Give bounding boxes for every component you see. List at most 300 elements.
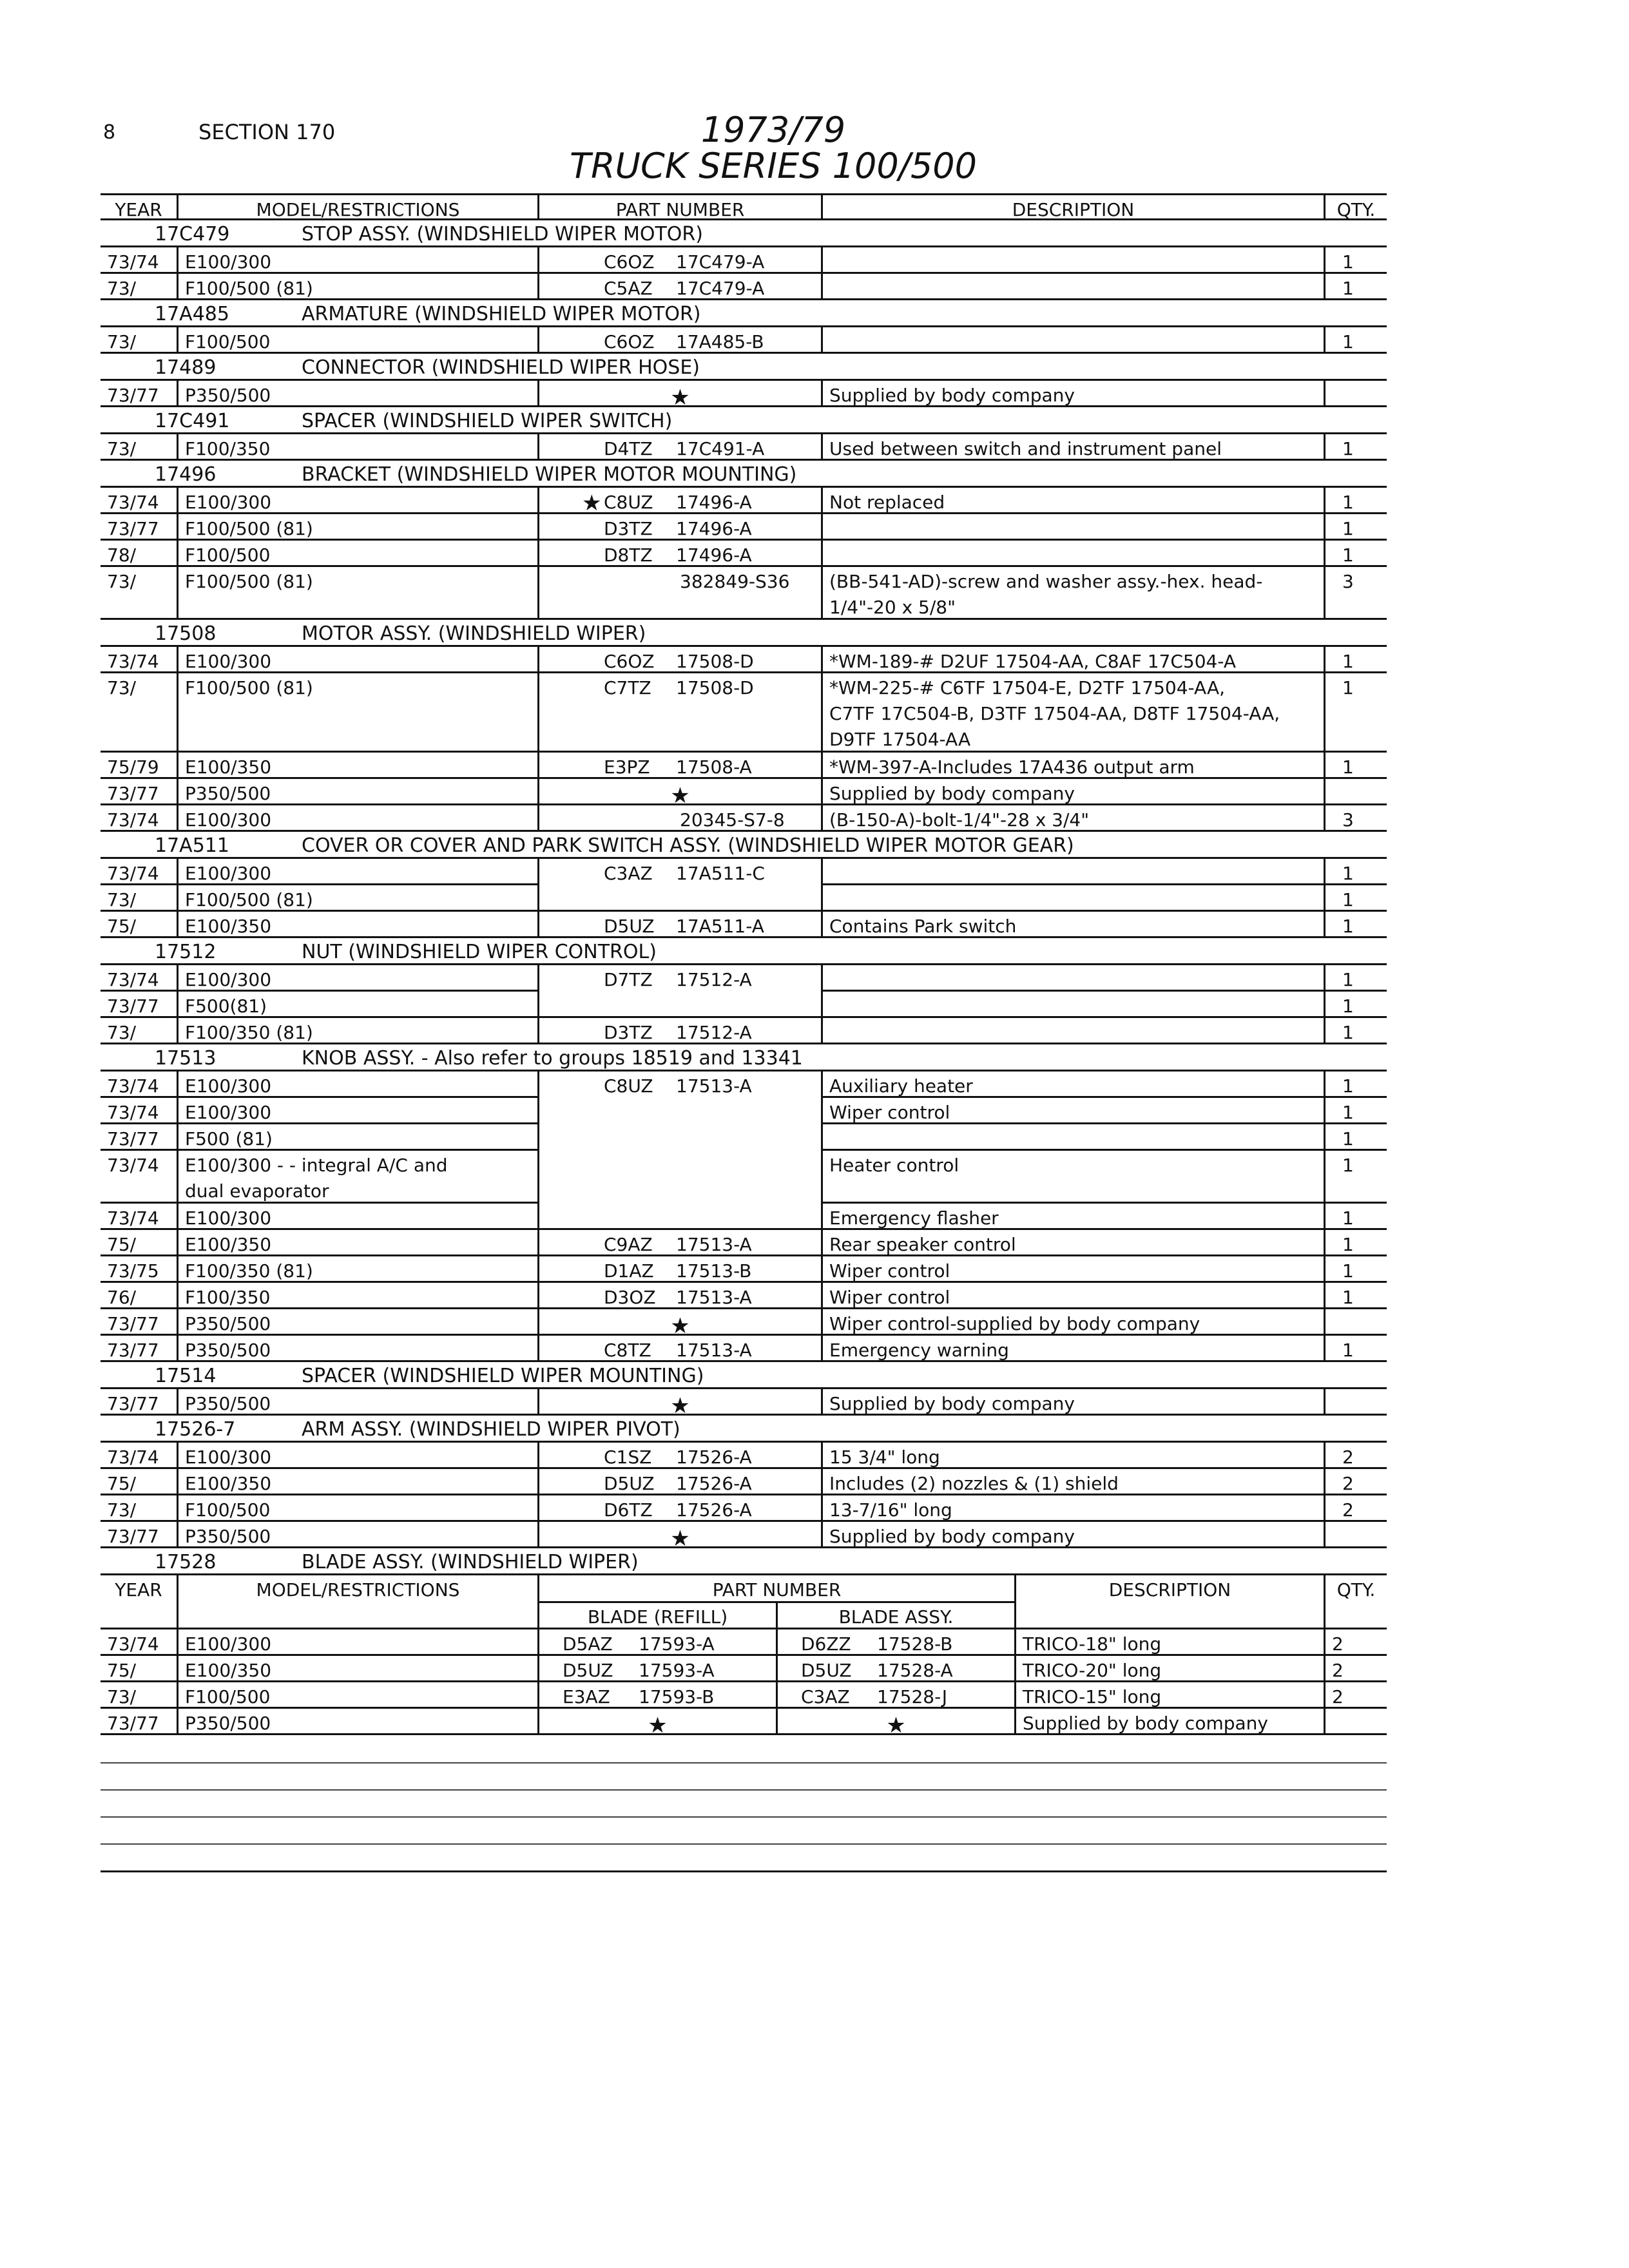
group-name: SPACER (WINDSHIELD WIPER MOUNTING) [302, 1365, 704, 1387]
header-qty: QTY. [1324, 1575, 1387, 1628]
year-cell: 73/74 [107, 492, 159, 512]
group-header [101, 938, 1387, 965]
blade-assy-cell [776, 1656, 1014, 1680]
model-cell: F100/350 (81) [177, 1256, 537, 1281]
table-row [101, 1469, 1387, 1495]
blade-assy-cell [776, 1629, 1014, 1654]
group-header [101, 1362, 1387, 1389]
table-row [101, 1072, 1387, 1098]
star-icon: ★ [648, 1713, 668, 1733]
table-row [101, 805, 1387, 832]
qty-cell [1324, 1443, 1387, 1467]
part-number [604, 1471, 752, 1494]
model-cell: P350/500 [177, 1336, 537, 1360]
year-cell: 73/77 [107, 783, 159, 803]
part-base: 17508-D [676, 677, 754, 698]
part-base: 17A511-A [676, 916, 764, 936]
model-cell: F100/500 (81) [177, 673, 537, 751]
part-prefix: E3PZ [604, 756, 650, 777]
blade-refill-number [546, 1658, 715, 1680]
part-number-cell [537, 381, 821, 405]
qty-value: 3 [1342, 571, 1354, 592]
description-cell: Emergency flasher [821, 1204, 1324, 1228]
qty-cell [1324, 567, 1387, 618]
table-row [101, 912, 1387, 938]
qty-cell [1324, 1336, 1387, 1360]
qty-value: 1 [1342, 251, 1354, 272]
table-row [101, 1018, 1387, 1044]
header-blade-assy: BLADE ASSY. [776, 1602, 1014, 1628]
description-cell: TRICO-20" long [1014, 1656, 1324, 1680]
model-cell: F500 (81) [177, 1124, 537, 1149]
part-prefix: C5AZ [604, 278, 653, 298]
qty-cell [1324, 514, 1387, 539]
qty-value: 1 [1342, 995, 1354, 1016]
part-base: 17513-B [676, 1260, 752, 1281]
model-cell: F100/500 [177, 1495, 537, 1520]
year-cell: 73/74 [107, 969, 159, 990]
blade-assy-cell [776, 1709, 1014, 1733]
qty-cell [1324, 673, 1387, 751]
qty-value: 1 [1342, 1340, 1354, 1360]
year-cell: 73/77 [107, 1713, 159, 1733]
year-cell: 73/77 [107, 385, 159, 405]
qty-value: 1 [1342, 331, 1354, 352]
part-prefix: D6ZZ [801, 1633, 851, 1654]
part-prefix: C1SZ [604, 1446, 652, 1467]
part-number-cell [537, 1336, 821, 1360]
blank-ruled-line [101, 1789, 1387, 1791]
qty-value: 1 [1342, 1287, 1354, 1307]
part-number [604, 914, 764, 936]
qty-cell [1324, 1098, 1387, 1122]
qty-cell [1324, 1256, 1387, 1281]
description-cell [821, 1018, 1324, 1043]
part-number-cell [537, 1256, 821, 1281]
part-number-cell [537, 647, 821, 671]
description-cell: Wiper control-supplied by body company [821, 1309, 1324, 1334]
header-blade-refill: BLADE (REFILL) [537, 1602, 776, 1628]
group-name: CONNECTOR (WINDSHIELD WIPER HOSE) [302, 356, 700, 379]
group-number: 17514 [155, 1365, 217, 1387]
part-number: 382849-S36 [680, 571, 790, 592]
year-cell: 73/77 [107, 1340, 159, 1360]
part-number-cell [537, 805, 821, 830]
year-cell: 73/74 [107, 1102, 159, 1122]
group-name: BRACKET (WINDSHIELD WIPER MOTOR MOUNTING) [302, 463, 797, 486]
model-cell: F500(81) [177, 992, 537, 1016]
qty-value: 1 [1342, 1022, 1354, 1043]
qty-cell [1324, 1072, 1387, 1096]
description-cell [821, 965, 1324, 990]
group-name: STOP ASSY. (WINDSHIELD WIPER MOTOR) [302, 223, 703, 245]
year-cell: 73/74 [107, 1446, 159, 1467]
table-row [101, 753, 1387, 779]
table-row [101, 673, 1387, 753]
table-row [101, 1682, 1387, 1709]
year-cell: 73/ [107, 1499, 137, 1520]
model-cell: E100/350 [177, 912, 537, 936]
part-number-cell [537, 753, 821, 777]
description-cell: Supplied by body company [821, 779, 1324, 803]
year-cell: 73/74 [107, 1633, 159, 1654]
part-base: 17513-A [676, 1340, 752, 1360]
header-part-number: PART NUMBER [537, 195, 821, 218]
model-cell: F100/500 [177, 327, 537, 352]
header-year: YEAR [115, 199, 162, 218]
qty-cell [1324, 779, 1387, 803]
model-cell: E100/300 [177, 647, 537, 671]
part-number-cell [537, 434, 821, 459]
part-number [604, 329, 764, 352]
part-prefix: D3OZ [604, 1287, 656, 1307]
part-prefix: D3TZ [604, 1022, 653, 1043]
qty-value [1332, 1313, 1342, 1334]
part-base: 17A511-C [676, 863, 765, 884]
part-number-cell [537, 247, 821, 272]
qty-cell [1324, 1124, 1387, 1149]
qty-value: 1 [1342, 518, 1354, 539]
description-cell: Wiper control [821, 1283, 1324, 1307]
qty-value [1332, 1526, 1342, 1546]
model-cell: F100/500 (81) [177, 567, 537, 618]
qty-value [1332, 1393, 1342, 1414]
star-icon: ★ [886, 1713, 906, 1733]
table-row [101, 567, 1387, 620]
part-prefix: C9AZ [604, 1234, 653, 1254]
qty-cell [1324, 434, 1387, 459]
title-years: 1973/79 [700, 110, 846, 150]
table-row [101, 1709, 1387, 1735]
year-cell: 73/74 [107, 1075, 159, 1096]
group-header [101, 407, 1387, 434]
description-cell: *WM-225-# C6TF 17504-E, D2TF 17504-AA, C7TF 17C504-B, D3TF 17504-AA, D8TF 17504-AA, D9TF 17504-AA [821, 673, 1324, 751]
qty-cell [1324, 1709, 1387, 1733]
group-header [101, 1044, 1387, 1072]
part-base: 17526-A [676, 1473, 752, 1494]
description-cell [821, 274, 1324, 298]
blade-refill-cell [537, 1629, 776, 1654]
description-cell: Used between switch and instrument panel [821, 434, 1324, 459]
part-base: 17593-A [639, 1633, 715, 1654]
qty-value: 1 [1342, 1207, 1354, 1228]
part-prefix: D4TZ [604, 438, 653, 459]
part-prefix: D5UZ [604, 916, 655, 936]
part-prefix: D1AZ [604, 1260, 654, 1281]
blank-ruled-line [101, 1843, 1387, 1845]
model-cell: E100/300 [177, 1204, 537, 1228]
part-number-cell [537, 1443, 821, 1467]
qty-cell [1324, 274, 1387, 298]
part-number-cell [537, 1522, 821, 1546]
model-cell: P350/500 [177, 1389, 537, 1414]
blade-refill-cell [537, 1656, 776, 1680]
year-cell: 73/75 [107, 1260, 159, 1281]
qty-value: 2 [1342, 1499, 1354, 1520]
part-number-cell [537, 1283, 821, 1307]
part-number [604, 249, 764, 272]
header-description: DESCRIPTION [821, 195, 1324, 218]
part-number [604, 1020, 752, 1043]
description-cell [821, 1124, 1324, 1149]
description-cell [821, 885, 1324, 910]
qty-value: 2 [1332, 1633, 1344, 1654]
star-icon: ★ [582, 490, 602, 512]
year-cell: 73/77 [107, 995, 159, 1016]
part-number [604, 1258, 751, 1281]
year-cell: 73/ [107, 278, 137, 298]
year-cell: 75/ [107, 916, 137, 936]
group-name: ARMATURE (WINDSHIELD WIPER MOTOR) [302, 303, 701, 325]
part-base: 17508-A [676, 756, 752, 777]
year-cell: 75/ [107, 1660, 137, 1680]
star-icon: ★ [670, 385, 690, 405]
part-prefix: E3AZ [563, 1686, 610, 1707]
blade-assy-cell [776, 1682, 1014, 1707]
part-number-cell [537, 673, 821, 751]
part-number-cell [537, 327, 821, 352]
qty-value: 1 [1342, 1155, 1354, 1176]
description-cell: TRICO-18" long [1014, 1629, 1324, 1654]
year-cell: 73/77 [107, 1128, 159, 1149]
description-cell: Supplied by body company [821, 381, 1324, 405]
part-base: 17513-A [676, 1234, 752, 1254]
part-number [604, 675, 754, 701]
model-cell: F100/350 [177, 434, 537, 459]
group-number: 17508 [155, 622, 217, 645]
model-cell: F100/500 [177, 1682, 537, 1707]
header-model: MODEL/RESTRICTIONS [177, 1575, 537, 1628]
description-cell: Wiper control [821, 1098, 1324, 1122]
group-number: 17513 [155, 1047, 217, 1070]
qty-cell [1324, 1682, 1387, 1707]
qty-value: 1 [1342, 1260, 1354, 1281]
description-cell: Supplied by body company [821, 1522, 1324, 1546]
blank-ruled-line [101, 1816, 1387, 1818]
table-row [101, 1336, 1387, 1362]
parts-table [101, 193, 1387, 1735]
year-cell: 73/77 [107, 1526, 159, 1546]
model-cell: E100/350 [177, 753, 537, 777]
table-row [101, 247, 1387, 274]
part-prefix: C8UZ [604, 492, 653, 512]
part-base: 17C479-A [676, 278, 765, 298]
year-cell: 73/ [107, 1686, 137, 1707]
part-prefix: C6OZ [604, 331, 655, 352]
qty-value: 1 [1342, 1128, 1354, 1149]
qty-value: 1 [1342, 1102, 1354, 1122]
description-cell: Rear speaker control [821, 1230, 1324, 1254]
table-row [101, 647, 1387, 673]
part-number [604, 490, 752, 512]
qty-value: 1 [1342, 438, 1354, 459]
model-cell: E100/300 [177, 859, 537, 883]
qty-value: 1 [1342, 1234, 1354, 1254]
group-number: 17512 [155, 941, 217, 963]
part-prefix: C6OZ [604, 651, 655, 671]
description-cell: (B-150-A)-bolt-1/4"-28 x 3/4" [821, 805, 1324, 830]
part-number [604, 861, 765, 887]
group-name: BLADE ASSY. (WINDSHIELD WIPER) [302, 1551, 639, 1573]
group-header [101, 832, 1387, 859]
qty-cell [1324, 992, 1387, 1016]
blank-ruled-line [101, 1762, 1387, 1763]
qty-value: 1 [1342, 492, 1354, 512]
part-base: 17C491-A [676, 438, 765, 459]
qty-value: 1 [1342, 651, 1354, 671]
qty-cell [1324, 647, 1387, 671]
qty-cell [1324, 1495, 1387, 1520]
blade-table-header [101, 1575, 1387, 1629]
year-cell: 73/77 [107, 1393, 159, 1414]
qty-value: 2 [1342, 1446, 1354, 1467]
model-cell: P350/500 [177, 1709, 537, 1733]
part-number-cell [537, 965, 821, 1016]
qty-cell [1324, 1018, 1387, 1043]
part-prefix: D3TZ [604, 518, 653, 539]
model-cell: F100/500 [177, 541, 537, 565]
table-row [101, 1443, 1387, 1469]
part-number-cell [537, 1018, 821, 1043]
part-base: 17512-A [676, 1022, 752, 1043]
year-cell: 73/74 [107, 809, 159, 830]
part-number [604, 649, 754, 671]
part-prefix: C8TZ [604, 1340, 651, 1360]
qty-cell [1324, 753, 1387, 777]
group-header [101, 1548, 1387, 1575]
model-cell: E100/350 [177, 1469, 537, 1494]
description-cell: Contains Park switch [821, 912, 1324, 936]
qty-cell [1324, 1151, 1387, 1202]
part-prefix: C7TZ [604, 677, 651, 698]
year-cell: 73/77 [107, 1313, 159, 1334]
table-row [101, 1309, 1387, 1336]
qty-value: 1 [1342, 863, 1354, 883]
group-name: KNOB ASSY. - Also refer to groups 18519 and 13341 [302, 1047, 803, 1070]
year-cell: 73/74 [107, 1207, 159, 1228]
group-name: ARM ASSY. (WINDSHIELD WIPER PIVOT) [302, 1418, 680, 1441]
description-cell [821, 327, 1324, 352]
part-base: 17513-A [676, 1287, 752, 1307]
part-base: 17528-B [877, 1633, 953, 1654]
model-cell: E100/300 [177, 488, 537, 512]
part-base: 17593-A [639, 1660, 715, 1680]
model-cell: E100/350 [177, 1656, 537, 1680]
model-cell: F100/500 (81) [177, 514, 537, 539]
blade-refill-number [546, 1684, 714, 1707]
group-name: MOTOR ASSY. (WINDSHIELD WIPER) [302, 622, 646, 645]
qty-value [1332, 385, 1342, 405]
group-name: COVER OR COVER AND PARK SWITCH ASSY. (WINDSHIELD WIPER MOTOR GEAR) [302, 834, 1074, 857]
part-number [604, 1338, 752, 1360]
year-cell: 75/ [107, 1234, 137, 1254]
group-number: 17A511 [155, 834, 229, 857]
part-base: 17496-A [676, 544, 752, 565]
part-base: 17496-A [676, 492, 752, 512]
description-cell: Auxiliary heater [821, 1072, 1324, 1096]
qty-cell [1324, 1656, 1387, 1680]
group-name: SPACER (WINDSHIELD WIPER SWITCH) [302, 410, 673, 432]
part-number [604, 1497, 752, 1520]
description-cell: Wiper control [821, 1256, 1324, 1281]
model-cell: P350/500 [177, 381, 537, 405]
table-header [101, 193, 1387, 220]
blade-refill-cell [537, 1709, 776, 1733]
year-cell: 73/74 [107, 651, 159, 671]
description-cell: *WM-189-# D2UF 17504-AA, C8AF 17C504-A [821, 647, 1324, 671]
qty-cell [1324, 859, 1387, 883]
description-cell: 15 3/4" long [821, 1443, 1324, 1467]
year-cell: 76/ [107, 1287, 137, 1307]
part-base: 17513-A [676, 1075, 752, 1097]
table-row [101, 514, 1387, 541]
model-cell: E100/300 [177, 247, 537, 272]
part-number-cell [537, 1072, 821, 1228]
description-cell [821, 992, 1324, 1016]
part-base: 17496-A [676, 518, 752, 539]
part-number-cell [537, 1389, 821, 1414]
title-series: TRUCK SERIES 100/500 [569, 146, 978, 186]
part-number-cell [537, 567, 821, 618]
section-label: SECTION 170 [198, 120, 336, 144]
star-icon: ★ [670, 783, 690, 803]
part-number [604, 1445, 752, 1467]
part-prefix: D5UZ [563, 1660, 613, 1680]
part-prefix: D7TZ [604, 969, 653, 990]
description-cell: Heater control [821, 1151, 1324, 1202]
qty-value: 2 [1332, 1660, 1344, 1680]
part-prefix: D6TZ [604, 1499, 653, 1520]
part-base: 17C479-A [676, 251, 765, 272]
part-base: 17528-J [877, 1686, 947, 1707]
model-cell: P350/500 [177, 779, 537, 803]
group-header [101, 220, 1387, 247]
year-cell: 75/ [107, 1473, 137, 1494]
part-base: 17593-B [639, 1686, 715, 1707]
qty-cell [1324, 247, 1387, 272]
description-cell: (BB-541-AD)-screw and washer assy.-hex. head- 1/4"-20 x 5/8" [821, 567, 1324, 618]
blank-ruled-line [101, 1870, 1387, 1872]
year-cell: 73/ [107, 677, 137, 698]
model-cell: P350/500 [177, 1522, 537, 1546]
model-cell: E100/300 [177, 1629, 537, 1654]
table-row [101, 1495, 1387, 1522]
part-number-cell [537, 514, 821, 539]
part-base: 17528-A [877, 1660, 953, 1680]
table-row [101, 381, 1387, 407]
qty-cell [1324, 1204, 1387, 1228]
description-cell: Includes (2) nozzles & (1) shield [821, 1469, 1324, 1494]
part-number-cell [537, 274, 821, 298]
model-cell: F100/500 (81) [177, 885, 537, 910]
qty-value [1332, 783, 1342, 803]
part-prefix: C3AZ [604, 863, 653, 884]
part-base: 17526-A [676, 1446, 752, 1467]
group-number: 17496 [155, 463, 217, 486]
year-cell: 73/ [107, 438, 137, 459]
qty-cell [1324, 912, 1387, 936]
qty-cell [1324, 965, 1387, 990]
star-icon: ★ [670, 1526, 690, 1546]
table-row [101, 1256, 1387, 1283]
group-header [101, 620, 1387, 647]
part-number-cell [537, 779, 821, 803]
qty-cell [1324, 488, 1387, 512]
description-cell: Supplied by body company [1014, 1709, 1324, 1733]
year-cell: 73/ [107, 1022, 137, 1043]
model-cell: E100/300 [177, 965, 537, 990]
group-number: 17C479 [155, 223, 230, 245]
